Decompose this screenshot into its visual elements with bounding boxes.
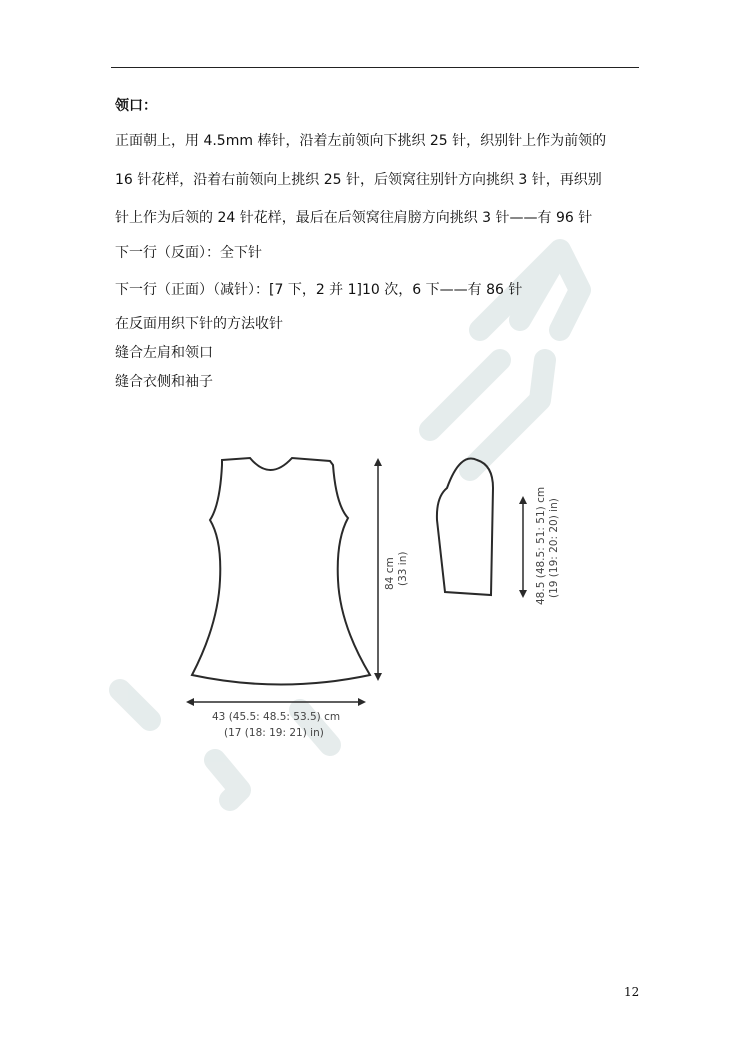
body-length-in: (33 in) [397, 551, 409, 586]
instruction-line-2: 16 针花样，沿着右前领向上挑织 25 针，后领窝往别针方向挑织 3 针，再织别 [115, 172, 602, 188]
page-number: 12 [624, 985, 640, 999]
width-in: (17 (18: 19: 21) in) [224, 727, 324, 739]
instruction-line-7: 缝合左肩和领口 [115, 345, 213, 361]
instruction-line-8: 缝合衣侧和袖子 [115, 374, 213, 390]
body-length-cm: 84 cm [384, 557, 396, 590]
sleeve-outline [437, 459, 493, 595]
instruction-line-6: 在反面用织下针的方法收针 [115, 316, 283, 332]
sleeve-length-in: (19 (19: 20: 20) in) [548, 498, 560, 598]
body-outline [192, 458, 370, 685]
instruction-line-4: 下一行（反面）：全下针 [115, 245, 262, 261]
sleeve-length-cm: 48.5 (48.5: 51: 51) cm [535, 486, 547, 605]
width-cm: 43 (45.5: 48.5: 53.5) cm [212, 711, 341, 723]
instruction-line-5: 下一行（正面）（减针）：[7 下，2 并 1]10 次，6 下——有 86 针 [115, 282, 523, 298]
section-heading: 领口： [115, 98, 157, 114]
instruction-line-1: 正面朝上，用 4.5mm 棒针，沿着左前领向下挑织 25 针，织别针上作为前领的 [115, 133, 607, 149]
instruction-line-3: 针上作为后领的 24 针花样，最后在后领窝往肩膀方向挑织 3 针——有 96 针 [115, 210, 593, 226]
